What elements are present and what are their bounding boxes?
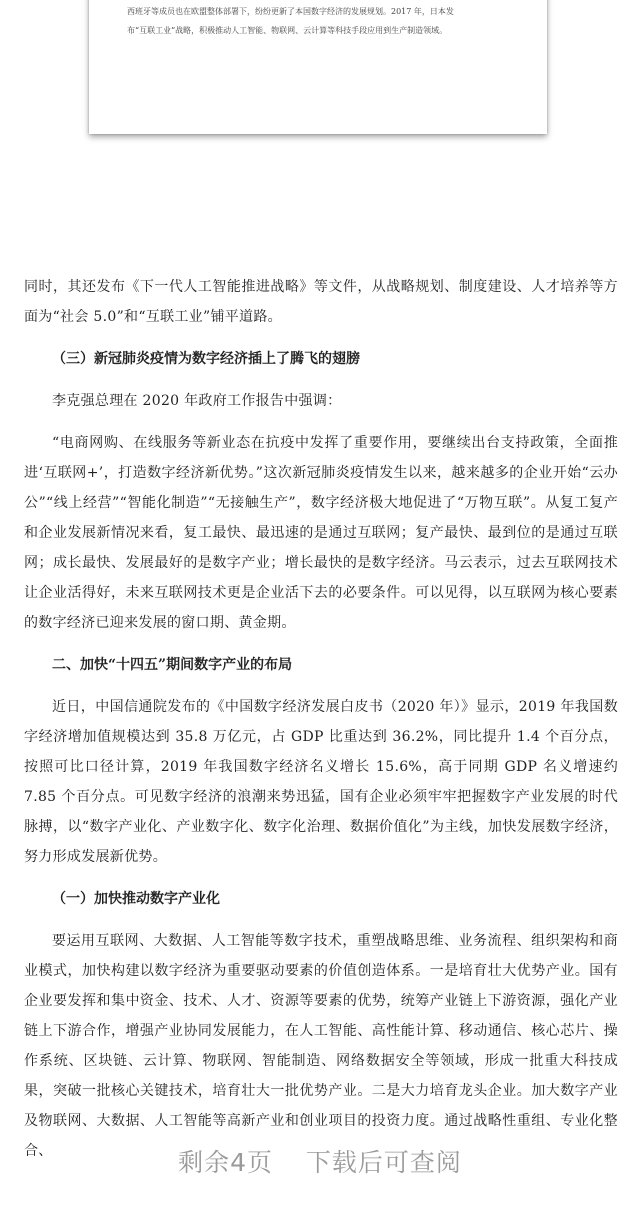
paragraph: 李克强总理在 2020 年政府工作报告中强调： <box>52 393 342 409</box>
paragraph: 要运用互联网、大数据、人工智能等数字技术，重塑战略思维、业务流程、组织架构和商业模式，加快构建以数字经济为重要驱动要素的价值创造体系。一是培育壮大优势产业。国有企业要发挥和集中资金、技术、人才、资源等要素的优势，统筹产业链上下游资源，强化产业链上下游合作，增强产业协同发展能力，在人工智能、高性能计算、移动通信、核心芯片、操作系统、区块链、云计算、物联网、智能制造、网络数据安全等领域，形成一批重大科技成果，突破一批核心关键技术，培育壮大一批优势产业。二是大力培育龙头企业。加大数字产业及物联网、大数据、人工智能等高新产业和创业项目的投资力度。通过战略性重组、专业化整合、 <box>24 933 618 1159</box>
download-hint-label: 下载后可查阅 <box>305 1148 462 1177</box>
paragraph: “电商网购、在线服务等新业态在抗疫中发挥了重要作用，要继续出台支持政策，全面推进‘互联网+’，打造数字经济新优势。”这次新冠肺炎疫情发生以来，越来越多的企业开始“云办公”“线上经营”“智能化制造”“无接触生产”，数字经济极大地促进了“万物互联”。从复工复产和企业发展新情况来看，复工最快、最迅速的是通过互联网；复产最快、最到位的是通过互联网；成长最快、发展最好的是数字产业；增长最快的是数字经济。马云表示，过去互联网技术让企业活得好，未来互联网技术更是企业活下去的必要条件。可以见得，以互联网为核心要素的数字经济已迎来发展的窗口期、黄金期。 <box>24 435 618 631</box>
remaining-pages-label: 剩余4页 <box>178 1148 273 1177</box>
section-heading: （三）新冠肺炎疫情为数字经济插上了腾飞的翅膀 <box>52 351 360 367</box>
paragraph: 同时，其还发布《下一代人工智能推进战略》等文件，从战略规划、制度建设、人才培养等方面为“社会 5.0”和“互联工业”铺平道路。 <box>24 279 618 325</box>
download-prompt[interactable] <box>0 1143 640 1183</box>
preview-page-card <box>89 0 547 134</box>
document-body <box>24 272 618 1166</box>
preview-line: 布“互联工业”战略，积极推动人工智能、物联网、云计算等科技手段应用到生产制造领域。 <box>127 26 448 35</box>
paragraph: 近日，中国信通院发布的《中国数字经济发展白皮书（2020 年）》显示，2019 年我国数字经济增加值规模达到 35.8 万亿元，占 GDP 比重达到 36.2%，同比提升 1.4 个百分点，按照可比口径计算，2019 年我国数字经济名义增长 15.6%，高于同期 GDP 名义增速约 7.85 个百分点。可见数字经济的浪潮来势迅猛，国有企业必须牢牢把握数字产业发展的时代脉搏，以“数字产业化、产业数字化、数字化治理、数据价值化”为主线，加快发展数字经济，努力形成发展新优势。 <box>24 699 618 865</box>
preview-page-text <box>127 2 522 40</box>
section-heading: （一）加快推动数字产业化 <box>52 891 220 907</box>
section-heading: 二、加快“十四五”期间数字产业的布局 <box>52 657 293 673</box>
preview-line: 西班牙等成员也在欧盟整体部署下，纷纷更新了本国数字经济的发展规划。2017 年，日本发 <box>127 7 454 16</box>
